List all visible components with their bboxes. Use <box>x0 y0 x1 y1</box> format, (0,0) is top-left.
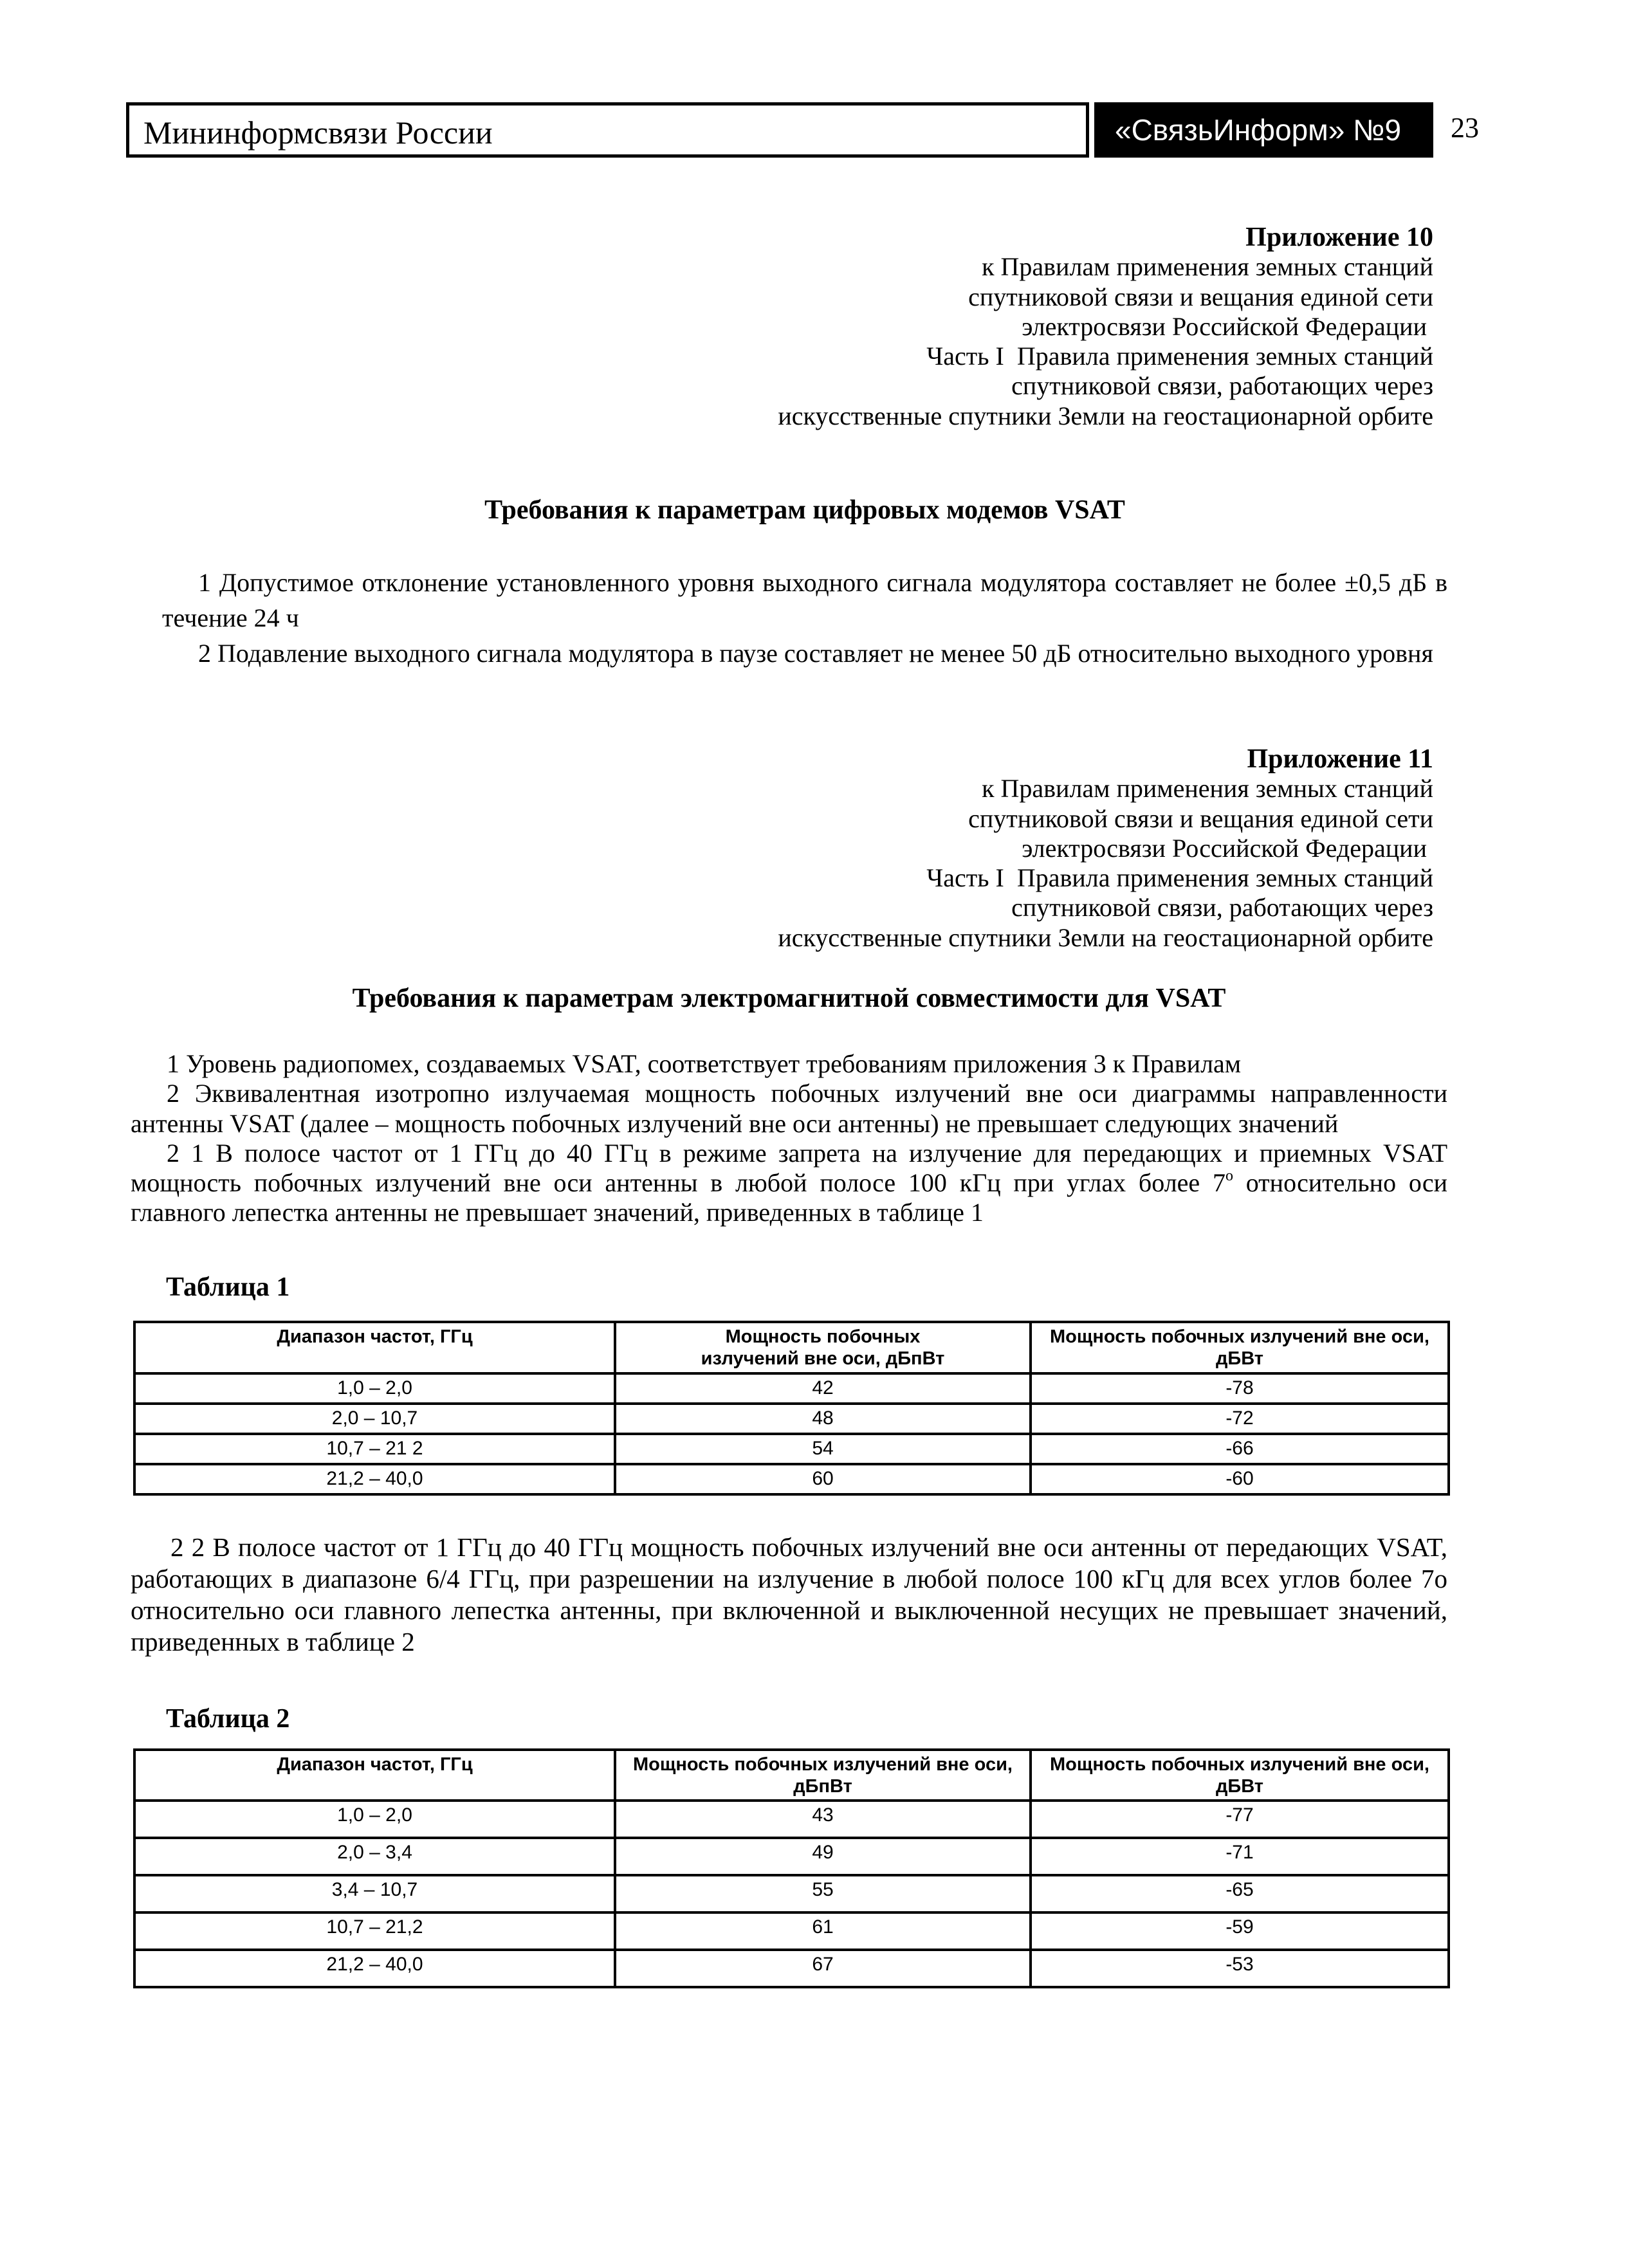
cell-power-dbpw: 54 <box>615 1434 1031 1464</box>
cell-power-dbw: -65 <box>1031 1875 1449 1912</box>
appendix-10-line: электросвязи Российской Федерации <box>1022 311 1433 341</box>
column-header-power-dbw: Мощность побочных излучений вне оси, дБВт <box>1031 1750 1449 1801</box>
section-1-body <box>162 565 1447 671</box>
section-2-body <box>131 1049 1447 1228</box>
column-header-power-dbw: Мощность побочных излучений вне оси, дБВт <box>1031 1322 1449 1373</box>
page-number: 23 <box>1451 112 1479 143</box>
section-2-item-2-1 <box>131 1139 1447 1228</box>
appendix-10-line: к Правилам применения земных станций <box>982 252 1433 282</box>
appendix-10-line: спутниковой связи и вещания единой сети <box>968 282 1433 311</box>
table-2 <box>133 1748 1450 1988</box>
cell-power-dbpw: 60 <box>615 1464 1031 1494</box>
section-2-heading: Требования к параметрам электромагнитной совместимости для VSAT <box>352 984 1226 1013</box>
item-2-1-text: 2 1 В полосе частот от 1 ГГц до 40 ГГц в режиме запрета на излучение для передающих и приемных VSAT мощность побочных излучений вне оси антенны в любой полосе 100 кГц при углах более 7 <box>131 1138 1447 1198</box>
section-2-item-2-2: 2 2 В полосе частот от 1 ГГц до 40 ГГц мощность побочных излучений вне оси антенны от передающих VSAT, работающих в диапазоне 6/4 ГГц, при разрешении на излучение в любой полосе 100 кГц для всех углов более 7о относительно оси главного лепестка антенны, при включенной и выключенной несущих не превышает значений, приведенных в таблице 2 <box>131 1532 1447 1656</box>
appendix-11-line: спутниковой связи и вещания единой сети <box>968 803 1433 833</box>
column-header-power-dbpw: Мощность побочных излучений вне оси, дБпВт <box>615 1322 1031 1373</box>
appendix-10-line: Часть I Правила применения земных станций <box>926 342 1433 371</box>
table-row <box>134 1404 1449 1434</box>
table-row <box>134 1875 1449 1912</box>
appendix-10-line: искусственные спутники Земли на геостационарной орбите <box>778 401 1433 430</box>
cell-power-dbw: -53 <box>1031 1950 1449 1987</box>
section-1-item-2: 2 Подавление выходного сигнала модулятора в паузе составляет не менее 50 дБ относительно выходного уровня <box>198 639 1433 668</box>
cell-power-dbpw: 43 <box>615 1801 1031 1838</box>
cell-power-dbpw: 48 <box>615 1404 1031 1434</box>
item-2-1-text-cont: относительно оси главного лепестка антенны не превышает значений, приведенных в таблице 1 <box>131 1168 1447 1227</box>
column-header-frequency-range: Диапазон частот, ГГц <box>134 1750 615 1801</box>
cell-frequency-range: 2,0 – 10,7 <box>134 1404 615 1434</box>
table-row <box>134 1373 1449 1404</box>
cell-frequency-range: 2,0 – 3,4 <box>134 1838 615 1875</box>
table-row <box>134 1838 1449 1875</box>
table-row <box>134 1434 1449 1464</box>
cell-frequency-range: 10,7 – 21 2 <box>134 1434 615 1464</box>
section-1-heading: Требования к параметрам цифровых модемов VSAT <box>484 495 1125 525</box>
table-2-header-row <box>134 1750 1449 1801</box>
table-row <box>134 1912 1449 1950</box>
publisher-name: Мининформсвязи России <box>143 115 493 151</box>
cell-power-dbpw: 67 <box>615 1950 1031 1987</box>
cell-frequency-range: 3,4 – 10,7 <box>134 1875 615 1912</box>
table-1 <box>133 1321 1450 1496</box>
table-row <box>134 1801 1449 1838</box>
cell-frequency-range: 21,2 – 40,0 <box>134 1950 615 1987</box>
running-header-magazine-box <box>1094 102 1433 158</box>
cell-power-dbpw: 49 <box>615 1838 1031 1875</box>
cell-power-dbpw: 55 <box>615 1875 1031 1912</box>
appendix-11-title: Приложение 11 <box>1247 744 1433 774</box>
appendix-11-line: электросвязи Российской Федерации <box>1022 833 1433 863</box>
cell-frequency-range: 21,2 – 40,0 <box>134 1464 615 1494</box>
cell-power-dbw: -78 <box>1031 1373 1449 1404</box>
cell-frequency-range: 10,7 – 21,2 <box>134 1912 615 1950</box>
column-header-power-dbpw: Мощность побочных излучений вне оси, дБпВт <box>615 1750 1031 1801</box>
appendix-10-title: Приложение 10 <box>1245 223 1433 252</box>
appendix-11-line: к Правилам применения земных станций <box>982 774 1433 803</box>
magazine-issue: «СвязьИнформ» №9 <box>1115 113 1402 147</box>
column-header-frequency-range: Диапазон частот, ГГц <box>134 1322 615 1373</box>
cell-power-dbw: -71 <box>1031 1838 1449 1875</box>
table-1-label: Таблица 1 <box>166 1272 290 1302</box>
section-2-item-2: 2 Эквивалентная изотропно излучаемая мощность побочных излучений вне оси диаграммы направленности антенны VSAT (далее – мощность побочных излучений вне оси антенны) не превышает следующих значений <box>131 1079 1447 1138</box>
cell-power-dbw: -77 <box>1031 1801 1449 1838</box>
cell-frequency-range: 1,0 – 2,0 <box>134 1373 615 1404</box>
table-row <box>134 1950 1449 1987</box>
section-2-item-2-2-block <box>131 1532 1447 1658</box>
table-2-label: Таблица 2 <box>166 1704 290 1734</box>
table-row <box>134 1464 1449 1494</box>
degree-sign: о <box>1225 1168 1233 1185</box>
cell-power-dbpw: 42 <box>615 1373 1031 1404</box>
cell-power-dbw: -59 <box>1031 1912 1449 1950</box>
appendix-10-caption <box>778 223 1433 431</box>
table-1-header-row <box>134 1322 1449 1373</box>
running-header-publisher-box <box>126 102 1089 158</box>
appendix-10-line: спутниковой связи, работающих через <box>1011 371 1433 401</box>
cell-power-dbpw: 61 <box>615 1912 1031 1950</box>
section-2-item-1: 1 Уровень радиопомех, создаваемых VSAT, соответствует требованиям приложения 3 к Правилам <box>167 1049 1242 1078</box>
cell-power-dbw: -60 <box>1031 1464 1449 1494</box>
appendix-11-caption <box>778 744 1433 953</box>
section-1-item-1: 1 Допустимое отклонение установленного уровня выходного сигнала модулятора составляет не более ±0,5 дБ в течение 24 ч <box>162 568 1447 632</box>
appendix-11-line: спутниковой связи, работающих через <box>1011 893 1433 922</box>
cell-power-dbw: -72 <box>1031 1404 1449 1434</box>
appendix-11-line: Часть I Правила применения земных станций <box>926 863 1433 893</box>
cell-power-dbw: -66 <box>1031 1434 1449 1464</box>
cell-frequency-range: 1,0 – 2,0 <box>134 1801 615 1838</box>
appendix-11-line: искусственные спутники Земли на геостационарной орбите <box>778 922 1433 952</box>
